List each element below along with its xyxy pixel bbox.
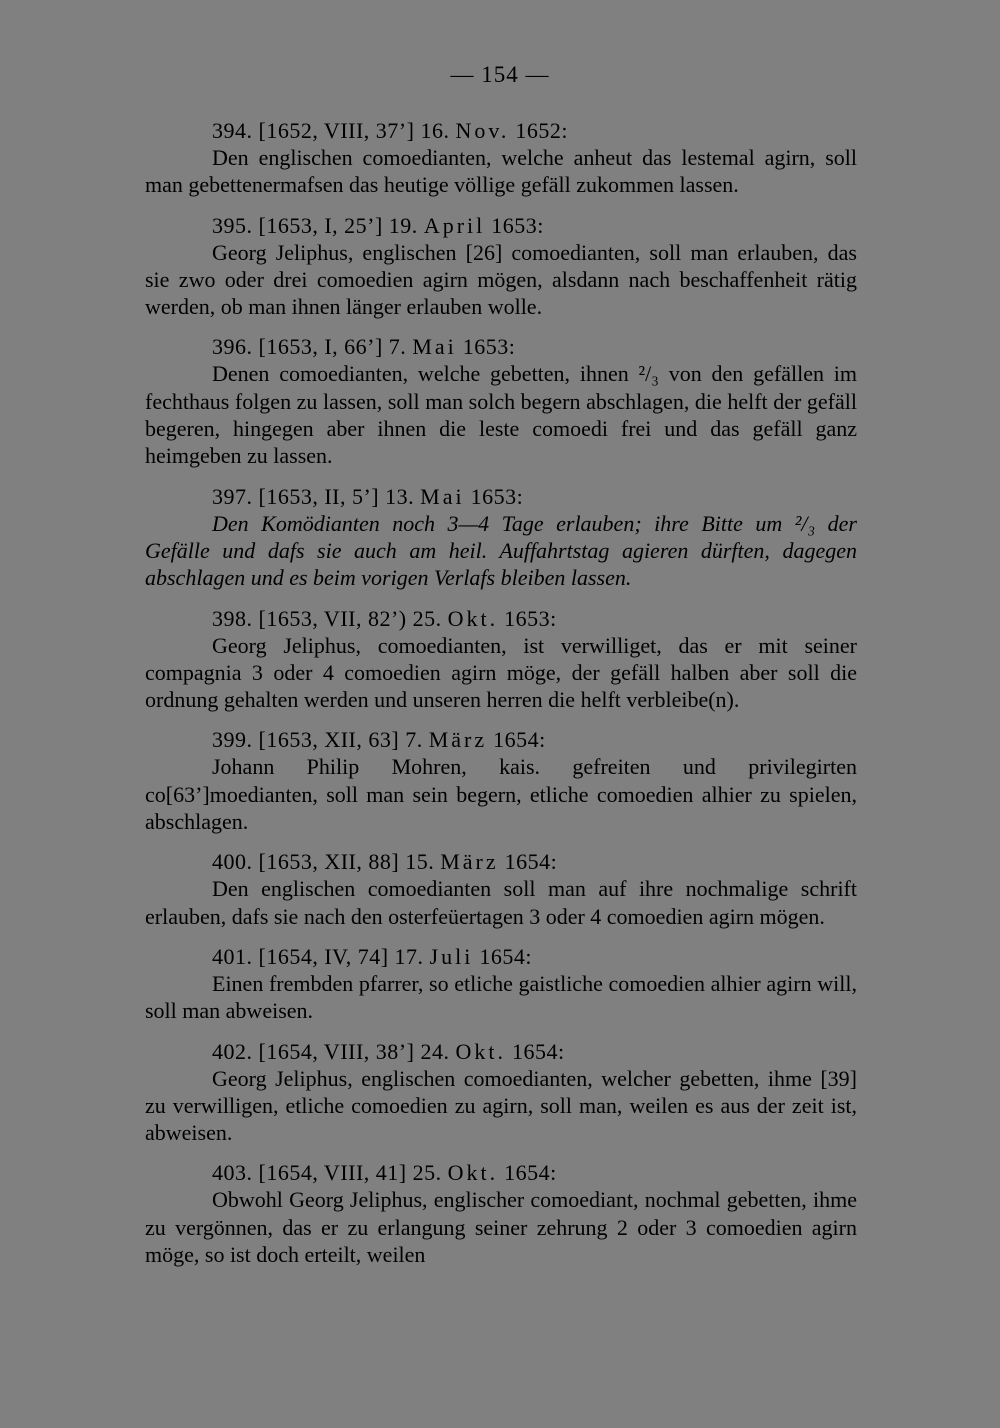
entry-reference: [1653, VII, 82’) 25. (258, 605, 442, 631)
entry-heading (145, 1159, 857, 1186)
entry-number: 396. (212, 334, 253, 360)
entry-reference: [1654, VIII, 38’] 24. (258, 1038, 450, 1064)
entry-month: Juli (429, 943, 474, 969)
entry-month: März (440, 849, 499, 875)
entry-text: Georg Jeliphus, comoedianten, ist verwilliget, das er mit seiner compagnia 3 oder 4 comoedien agirn möge, der gefäll halben aber soll die ordnung gehalten werden und unseren herren die helft verbleibe(n). (145, 632, 857, 713)
entry-reference: [1654, IV, 74] 17. (258, 943, 424, 969)
entry-number: 400. (212, 849, 253, 875)
entry-heading (145, 333, 857, 360)
entry-year: 1653: (504, 605, 557, 631)
entry-heading (145, 117, 857, 144)
entry (145, 1159, 857, 1268)
entry-month: Nov. (455, 118, 510, 143)
entry-text: Den englischen comoedianten, welche anheut das lestemal agirn, soll man gebettenermafsen das heutige völlige gefäll zukommen lassen. (145, 145, 857, 198)
entry-heading (145, 605, 857, 632)
entry-text: Einen frembden pfarrer, so etliche gaistliche comoedien alhier agirn will, soll man abweisen. (145, 970, 857, 1024)
entry-number: 395. (212, 212, 253, 238)
entry (145, 483, 857, 592)
entry-number: 402. (212, 1038, 253, 1064)
entry-heading (145, 1038, 857, 1065)
entry-number: 394. (212, 118, 253, 143)
entry-month: Okt. (447, 605, 499, 631)
entry-reference: [1653, II, 5’] 13. (258, 483, 415, 509)
entry-reference: [1653, I, 25’] 19. (258, 212, 418, 238)
entry-reference: [1653, I, 66’] 7. (258, 334, 407, 360)
entry-number: 399. (212, 727, 253, 753)
entry (145, 848, 857, 930)
entry-month: Okt. (447, 1160, 499, 1186)
entry-heading (145, 726, 857, 753)
entry-year: 1654: (504, 1160, 557, 1186)
entry (145, 605, 857, 714)
entry-text: Georg Jeliphus, englischen [26] comoedianten, soll man erlauben, das sie zwo oder drei comoedien agirn mögen, alsdann nach beschaffenheit rätig werden, ob man ihnen länger erlauben wolle. (145, 239, 857, 320)
entry-month: März (428, 727, 488, 753)
entry-year: 1653: (491, 212, 544, 238)
entry-year: 1653: (462, 334, 516, 360)
entry-number: 401. (212, 943, 253, 969)
entry-year: 1653: (470, 483, 524, 509)
entry-text: Johann Philip Mohren, kais. gefreiten und privilegirten co[63’]moedianten, soll man sein begern, etliche comoedien alhier zu spielen, abschlagen. (145, 754, 857, 835)
entry-heading (145, 848, 857, 875)
entry-year: 1654: (479, 943, 532, 969)
entry-text: Georg Jeliphus, englischen comoedianten, welcher gebetten, ihme [39] zu verwilligen, etliche comoedien zu agirn, soll man, weilen es aus der zeit ist, abweisen. (145, 1065, 857, 1146)
entry-reference: [1653, XII, 63] 7. (258, 727, 423, 753)
entry (145, 117, 857, 199)
entry (145, 212, 857, 321)
entry-month: Mai (420, 483, 465, 509)
entry (145, 1038, 857, 1147)
entry-number: 403. (212, 1160, 253, 1186)
entry-year: 1654: (493, 727, 546, 753)
entry (145, 726, 857, 835)
entry-text: Obwohl Georg Jeliphus, englischer comoediant, nochmal gebetten, ihme zu vergönnen, das er zu erlangung seiner zehrung 2 oder 3 comoedien agirn möge, so ist doch erteilt, weilen (145, 1187, 857, 1268)
entry-reference: [1653, XII, 88] 15. (258, 849, 435, 875)
entry-number: 397. (212, 483, 253, 509)
entry-year: 1654: (504, 849, 558, 875)
entry-month: Mai (412, 334, 457, 360)
entry-month: April (423, 212, 486, 238)
entry-reference: [1654, VIII, 41] 25. (258, 1160, 442, 1186)
entry-reference: [1652, VIII, 37’] 16. (258, 118, 450, 143)
entry (145, 333, 857, 469)
entry-heading (145, 943, 857, 970)
entry-year: 1652: (515, 118, 569, 143)
entry-text: Denen comoedianten, welche gebetten, ihnen ²/₃ von den gefällen im fechthaus folgen zu lassen, soll man solch begern abschlagen, die helft der gefäll begeren, hingegen aber ihnen die leste comoedi frei und das gefäll ganz heimgeben zu lassen. (145, 361, 857, 469)
entry-month: Okt. (455, 1038, 506, 1064)
entry-heading (145, 212, 857, 239)
page-number: — 154 — (450, 62, 550, 87)
entry-heading (145, 483, 857, 510)
entry (145, 943, 857, 1025)
entry-number: 398. (212, 605, 253, 631)
entries-list (145, 117, 857, 1281)
entry-year: 1654: (511, 1038, 565, 1064)
entry-text: Den Komödianten noch 3—4 Tage erlauben; ihre Bitte um ²/₃ der Gefälle und dafs sie auch am heil. Auffahrtstag agieren dürften, dagegen abschlagen und es beim vorigen Verlafs bleiben lassen. (145, 510, 857, 591)
entry-text: Den englischen comoedianten soll man auf ihre nochmalige schrift erlauben, dafs sie nach den osterfeüertagen 3 oder 4 comoedien agirn mögen. (145, 876, 857, 929)
